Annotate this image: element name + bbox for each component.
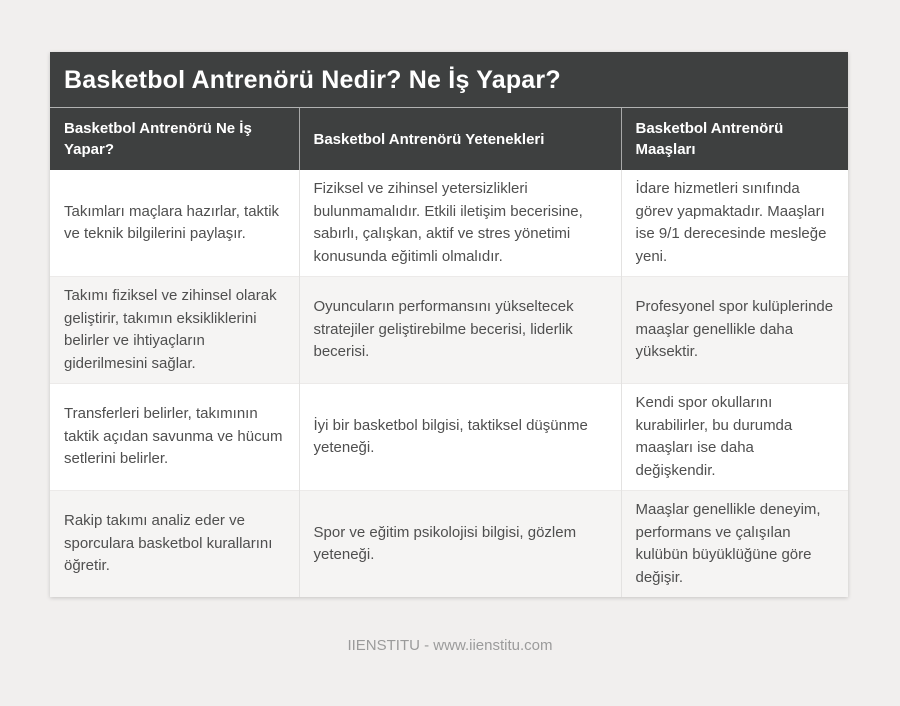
cell-duties-4: Rakip takımı analiz eder ve sporculara basketbol kurallarını öğretir. bbox=[50, 491, 299, 598]
table-row bbox=[50, 491, 848, 598]
cell-skills-2: Oyuncuların performansını yükseltecek stratejiler geliştirebilme becerisi, liderlik becerisi. bbox=[299, 277, 621, 384]
table-header-row bbox=[50, 108, 848, 170]
cell-salaries-2: Profesyonel spor kulüplerinde maaşlar genellikle daha yüksektir. bbox=[621, 277, 848, 384]
cell-skills-4: Spor ve eğitim psikolojisi bilgisi, gözlem yeteneği. bbox=[299, 491, 621, 598]
site-credit: IIENSTITU - www.iienstitu.com bbox=[347, 637, 553, 654]
cell-salaries-4: Maaşlar genellikle deneyim, performans ve çalışılan kulübün büyüklüğüne göre değişir. bbox=[621, 491, 848, 598]
cell-skills-3: İyi bir basketbol bilgisi, taktiksel düşünme yeteneği. bbox=[299, 384, 621, 491]
cell-duties-1: Takımları maçlara hazırlar, taktik ve teknik bilgilerini paylaşır. bbox=[50, 170, 299, 277]
cell-duties-2: Takımı fiziksel ve zihinsel olarak geliştirir, takımın eksikliklerini belirler ve ihtiyaçların giderilmesini sağlar. bbox=[50, 277, 299, 384]
cell-skills-1: Fiziksel ve zihinsel yetersizlikleri bulunmamalıdır. Etkili iletişim becerisine, sabırlı, çalışkan, aktif ve stres yönetimi konusunda eğitimli olmalıdır. bbox=[299, 170, 621, 277]
cell-duties-3: Transferleri belirler, takımının taktik açıdan savunma ve hücum setlerini belirler. bbox=[50, 384, 299, 491]
cell-salaries-3: Kendi spor okullarını kurabilirler, bu durumda maaşları ise daha değişkendir. bbox=[621, 384, 848, 491]
cell-salaries-1: İdare hizmetleri sınıfında görev yapmaktadır. Maaşları ise 9/1 derecesinde mesleğe yeni. bbox=[621, 170, 848, 277]
coach-info-table bbox=[50, 108, 848, 597]
table-row bbox=[50, 170, 848, 277]
table-row bbox=[50, 277, 848, 384]
column-header-duties: Basketbol Antrenörü Ne İş Yapar? bbox=[50, 108, 299, 170]
table-row bbox=[50, 384, 848, 491]
article-table-card bbox=[50, 52, 848, 597]
column-header-skills: Basketbol Antrenörü Yetenekleri bbox=[299, 108, 621, 170]
column-header-salaries: Basketbol Antrenörü Maaşları bbox=[621, 108, 848, 170]
page-title: Basketbol Antrenörü Nedir? Ne İş Yapar? bbox=[50, 52, 848, 108]
